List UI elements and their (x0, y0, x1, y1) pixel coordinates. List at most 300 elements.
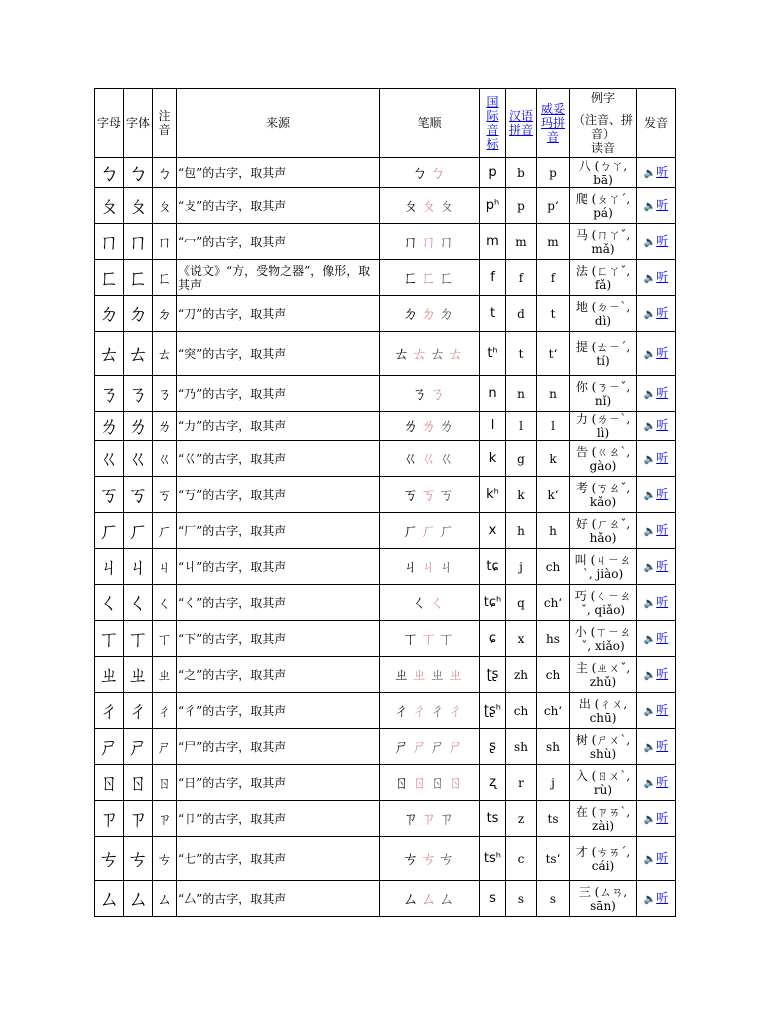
cell-font: ㄓ (124, 657, 153, 693)
cell-font: ㄊ (124, 332, 153, 376)
speaker-icon[interactable]: 🔈 (643, 813, 657, 825)
cell-letter: ㄉ (95, 296, 124, 332)
cell-stroke-order (380, 549, 480, 585)
cell-audio (637, 441, 676, 477)
cell-letter: ㄆ (95, 188, 124, 224)
zhuyin-table (94, 88, 676, 917)
stroke-step: ㄅ (429, 162, 448, 182)
cell-audio (637, 158, 676, 188)
stroke-step: ㄇ (438, 231, 457, 251)
cell-audio (637, 513, 676, 549)
stroke-step: ㄔ (429, 700, 448, 720)
cell-letter: ㄊ (95, 332, 124, 376)
cell-font: ㄉ (124, 296, 153, 332)
stroke-step: ㄐ (402, 556, 421, 576)
cell-font: ㄙ (124, 881, 153, 917)
play-audio-link[interactable]: 听 (656, 774, 669, 789)
stroke-step: ㄕ (393, 736, 412, 756)
speaker-icon[interactable]: 🔈 (643, 236, 657, 248)
cell-letter: ㄐ (95, 549, 124, 585)
cell-audio (637, 412, 676, 441)
stroke-step: ㄓ (393, 664, 412, 684)
cell-pinyin: x (506, 621, 537, 657)
stroke-step: ㄍ (420, 448, 439, 468)
play-audio-link[interactable]: 听 (656, 233, 669, 248)
stroke-step: ㄘ (402, 848, 421, 868)
cell-source: 《说文》“方，受物之器”，像形，取其声 (177, 260, 380, 296)
cell-letter: ㄕ (95, 729, 124, 765)
cell-wade-giles: ts (537, 801, 570, 837)
cell-source: “丩”的古字，取其声 (177, 549, 380, 585)
play-audio-link[interactable]: 听 (656, 702, 669, 717)
play-audio-link[interactable]: 听 (656, 850, 669, 865)
cell-letter: ㄌ (95, 412, 124, 441)
stroke-step: ㄏ (402, 520, 421, 540)
stroke-step: ㄏ (438, 520, 457, 540)
speaker-icon[interactable]: 🔈 (643, 597, 657, 609)
cell-zhuyin: ㄏ (153, 513, 177, 549)
stroke-step: ㄗ (402, 808, 421, 828)
cell-ipa: ts (480, 801, 506, 837)
cell-zhuyin: ㄑ (153, 585, 177, 621)
stroke-step: ㄓ (429, 664, 448, 684)
cell-letter: ㄏ (95, 513, 124, 549)
stroke-step: ㄗ (438, 808, 457, 828)
play-audio-link[interactable]: 听 (656, 810, 669, 825)
cell-font: ㄈ (124, 260, 153, 296)
header-example-line3: 读音 (590, 141, 615, 155)
cell-audio (637, 621, 676, 657)
stroke-step: ㄎ (402, 484, 421, 504)
header-pronunciation: 发音 (637, 89, 676, 158)
cell-zhuyin: ㄔ (153, 693, 177, 729)
stroke-step: ㄇ (402, 231, 421, 251)
cell-ipa: tsʰ (480, 837, 506, 881)
cell-source: “刀”的古字，取其声 (177, 296, 380, 332)
table-row (95, 296, 676, 332)
speaker-icon[interactable]: 🔈 (643, 348, 657, 360)
cell-pinyin: p (506, 188, 537, 224)
cell-ipa: tɕ (480, 549, 506, 585)
stroke-step: ㄋ (429, 383, 448, 403)
play-audio-link[interactable]: 听 (656, 269, 669, 284)
stroke-step: ㄙ (402, 888, 421, 908)
stroke-step: ㄙ (420, 888, 439, 908)
cell-font: ㄌ (124, 412, 153, 441)
cell-zhuyin: ㄅ (153, 158, 177, 188)
cell-stroke-order (380, 296, 480, 332)
ipa-link[interactable]: 国际音标 (486, 95, 499, 151)
cell-example: 才 (ㄘㄞˊ, cái) (570, 837, 637, 881)
play-audio-link[interactable]: 听 (656, 558, 669, 573)
cell-source: “冖”的古字，取其声 (177, 224, 380, 260)
speaker-icon[interactable]: 🔈 (643, 272, 657, 284)
cell-example: 入 (ㄖㄨˋ, rù) (570, 765, 637, 801)
cell-stroke-order (380, 657, 480, 693)
cell-pinyin: ch (506, 693, 537, 729)
cell-example: 在 (ㄗㄞˋ, zài) (570, 801, 637, 837)
cell-example: 提 (ㄊㄧˊ, tí) (570, 332, 637, 376)
cell-letter: ㄖ (95, 765, 124, 801)
speaker-icon[interactable]: 🔈 (643, 388, 657, 400)
table-row (95, 513, 676, 549)
cell-letter: ㄋ (95, 376, 124, 412)
play-audio-link[interactable]: 听 (656, 450, 669, 465)
stroke-step: ㄈ (402, 267, 421, 287)
cell-stroke-order (380, 693, 480, 729)
cell-stroke-order (380, 188, 480, 224)
cell-wade-giles: n (537, 376, 570, 412)
cell-example: 告 (ㄍㄠˋ, gào) (570, 441, 637, 477)
cell-letter: ㄈ (95, 260, 124, 296)
cell-wade-giles: p (537, 158, 570, 188)
cell-ipa: ɕ (480, 621, 506, 657)
stroke-step: ㄍ (402, 448, 421, 468)
cell-example: 考 (ㄎㄠˇ, kǎo) (570, 477, 637, 513)
cell-audio (637, 260, 676, 296)
cell-source: “之”的古字，取其声 (177, 657, 380, 693)
stroke-step: ㄊ (429, 343, 448, 363)
cell-wade-giles: m (537, 224, 570, 260)
stroke-step: ㄑ (411, 592, 430, 612)
table-row (95, 881, 676, 917)
header-row (95, 89, 676, 158)
cell-pinyin: d (506, 296, 537, 332)
cell-pinyin: t (506, 332, 537, 376)
cell-example: 力 (ㄌㄧˋ, lì) (570, 412, 637, 441)
cell-source: “彳”的古字，取其声 (177, 693, 380, 729)
cell-stroke-order (380, 801, 480, 837)
speaker-icon[interactable]: 🔈 (643, 421, 657, 432)
cell-source: “力”的古字，取其声 (177, 412, 380, 441)
play-audio-link[interactable]: 听 (656, 522, 669, 537)
cell-audio (637, 332, 676, 376)
cell-pinyin: q (506, 585, 537, 621)
cell-audio (637, 188, 676, 224)
stroke-step: ㄇ (420, 231, 439, 251)
speaker-icon[interactable]: 🔈 (643, 777, 657, 789)
speaker-icon[interactable]: 🔈 (643, 705, 657, 717)
play-audio-link[interactable]: 听 (656, 418, 669, 432)
cell-audio (637, 549, 676, 585)
stroke-step: ㄓ (447, 664, 466, 684)
table-row (95, 376, 676, 412)
cell-wade-giles: l (537, 412, 570, 441)
cell-example: 八 (ㄅㄚ, bā) (570, 158, 637, 188)
cell-font: ㄇ (124, 224, 153, 260)
speaker-icon[interactable]: 🔈 (643, 167, 657, 179)
cell-font: ㄔ (124, 693, 153, 729)
table-row (95, 260, 676, 296)
stroke-step: ㄖ (447, 772, 466, 792)
cell-example: 三 (ㄙㄢ, sān) (570, 881, 637, 917)
cell-pinyin: h (506, 513, 537, 549)
cell-ipa: l (480, 412, 506, 441)
cell-source: “七”的古字，取其声 (177, 837, 380, 881)
cell-example: 爬 (ㄆㄚˊ, pá) (570, 188, 637, 224)
cell-stroke-order (380, 412, 480, 441)
cell-wade-giles: k‘ (537, 477, 570, 513)
cell-ipa: x (480, 513, 506, 549)
cell-font: ㄋ (124, 376, 153, 412)
cell-stroke-order (380, 729, 480, 765)
cell-ipa: f (480, 260, 506, 296)
cell-wade-giles: h (537, 513, 570, 549)
cell-ipa: tʰ (480, 332, 506, 376)
cell-pinyin: z (506, 801, 537, 837)
cell-ipa: ʂ (480, 729, 506, 765)
cell-font: ㄗ (124, 801, 153, 837)
cell-font: ㄎ (124, 477, 153, 513)
speaker-icon[interactable]: 🔈 (643, 453, 657, 465)
table-row (95, 441, 676, 477)
stroke-step: ㄎ (420, 484, 439, 504)
table-row (95, 188, 676, 224)
cell-ipa: t (480, 296, 506, 332)
play-audio-link[interactable]: 听 (656, 630, 669, 645)
speaker-icon[interactable]: 🔈 (643, 669, 657, 681)
cell-zhuyin: ㄗ (153, 801, 177, 837)
stroke-step: ㄕ (447, 736, 466, 756)
stroke-step: ㄋ (411, 383, 430, 403)
cell-audio (637, 801, 676, 837)
play-audio-link[interactable]: 听 (656, 594, 669, 609)
cell-example: 主 (ㄓㄨˇ, zhǔ) (570, 657, 637, 693)
stroke-step: ㄐ (438, 556, 457, 576)
speaker-icon[interactable]: 🔈 (643, 525, 657, 537)
cell-wade-giles: hs (537, 621, 570, 657)
cell-zhuyin: ㄆ (153, 188, 177, 224)
cell-ipa: ʐ (480, 765, 506, 801)
cell-font: ㄍ (124, 441, 153, 477)
cell-letter: ㄘ (95, 837, 124, 881)
stroke-step: ㄊ (447, 343, 466, 363)
table-row (95, 693, 676, 729)
table-row (95, 585, 676, 621)
cell-font: ㄕ (124, 729, 153, 765)
table-row (95, 837, 676, 881)
stroke-step: ㄌ (420, 416, 439, 435)
cell-audio (637, 585, 676, 621)
cell-stroke-order (380, 260, 480, 296)
stroke-step: ㄕ (411, 736, 430, 756)
cell-audio (637, 693, 676, 729)
stroke-step: ㄔ (411, 700, 430, 720)
stroke-step: ㄗ (420, 808, 439, 828)
cell-source: “巜”的古字，取其声 (177, 441, 380, 477)
table-row (95, 657, 676, 693)
speaker-icon[interactable]: 🔈 (643, 308, 657, 320)
header-wade-giles (537, 89, 570, 158)
cell-zhuyin: ㄌ (153, 412, 177, 441)
cell-ipa: m (480, 224, 506, 260)
table-row (95, 549, 676, 585)
cell-audio (637, 881, 676, 917)
wade-giles-link[interactable]: 威妥玛拼音 (540, 102, 565, 144)
table-row (95, 332, 676, 376)
stroke-step: ㄘ (420, 848, 439, 868)
play-audio-link[interactable]: 听 (656, 486, 669, 501)
table-row (95, 621, 676, 657)
cell-example: 小 (ㄒㄧㄠˇ, xiǎo) (570, 621, 637, 657)
stroke-step: ㄈ (420, 267, 439, 287)
stroke-step: ㄑ (429, 592, 448, 612)
cell-pinyin: n (506, 376, 537, 412)
cell-letter: ㄙ (95, 881, 124, 917)
pinyin-link[interactable]: 汉语拼音 (508, 109, 533, 137)
cell-wade-giles: t (537, 296, 570, 332)
cell-source: “攴”的古字，取其声 (177, 188, 380, 224)
cell-source: “乃”的古字，取其声 (177, 376, 380, 412)
header-stroke-order: 笔顺 (380, 89, 480, 158)
cell-example: 好 (ㄏㄠˇ, hǎo) (570, 513, 637, 549)
speaker-icon[interactable]: 🔈 (643, 633, 657, 645)
cell-stroke-order (380, 513, 480, 549)
cell-wade-giles: k (537, 441, 570, 477)
header-example-line2: （注音、拼音） (572, 113, 633, 141)
play-audio-link[interactable]: 听 (656, 345, 669, 360)
header-example-line1: 例字 (590, 91, 615, 105)
cell-stroke-order (380, 224, 480, 260)
cell-letter: ㄎ (95, 477, 124, 513)
cell-wade-giles: ch (537, 549, 570, 585)
stroke-step: ㄖ (411, 772, 430, 792)
cell-font: ㄒ (124, 621, 153, 657)
header-font: 字体 (124, 89, 153, 158)
cell-ipa: k (480, 441, 506, 477)
stroke-step: ㄒ (438, 628, 457, 648)
cell-stroke-order (380, 477, 480, 513)
cell-source: “尸”的古字，取其声 (177, 729, 380, 765)
speaker-icon[interactable]: 🔈 (643, 561, 657, 573)
play-audio-link[interactable]: 听 (656, 385, 669, 400)
cell-audio (637, 224, 676, 260)
cell-ipa: p (480, 158, 506, 188)
cell-zhuyin: ㄇ (153, 224, 177, 260)
table-row (95, 801, 676, 837)
stroke-step: ㄒ (420, 628, 439, 648)
cell-ipa: n (480, 376, 506, 412)
cell-stroke-order (380, 621, 480, 657)
cell-letter: ㄅ (95, 158, 124, 188)
header-pinyin (506, 89, 537, 158)
cell-ipa: tɕʰ (480, 585, 506, 621)
cell-stroke-order (380, 332, 480, 376)
cell-pinyin: zh (506, 657, 537, 693)
stroke-step: ㄕ (429, 736, 448, 756)
cell-pinyin: k (506, 477, 537, 513)
cell-audio (637, 376, 676, 412)
stroke-step: ㄆ (420, 195, 439, 215)
cell-audio (637, 837, 676, 881)
play-audio-link[interactable]: 听 (656, 305, 669, 320)
cell-pinyin: r (506, 765, 537, 801)
cell-wade-giles: t‘ (537, 332, 570, 376)
play-audio-link[interactable]: 听 (656, 738, 669, 753)
cell-source: “卩”的古字，取其声 (177, 801, 380, 837)
speaker-icon[interactable]: 🔈 (643, 489, 657, 501)
cell-zhuyin: ㄊ (153, 332, 177, 376)
cell-pinyin: c (506, 837, 537, 881)
table-row (95, 412, 676, 441)
cell-stroke-order (380, 585, 480, 621)
cell-zhuyin: ㄘ (153, 837, 177, 881)
cell-font: ㄘ (124, 837, 153, 881)
cell-audio (637, 729, 676, 765)
cell-example: 叫 (ㄐㄧㄠˋ, jiào) (570, 549, 637, 585)
cell-pinyin: l (506, 412, 537, 441)
stroke-step: ㄉ (438, 303, 457, 323)
cell-source: “突”的古字，取其声 (177, 332, 380, 376)
cell-pinyin: f (506, 260, 537, 296)
cell-ipa: kʰ (480, 477, 506, 513)
stroke-step: ㄊ (393, 343, 412, 363)
stroke-step: ㄉ (402, 303, 421, 323)
play-audio-link[interactable]: 听 (656, 197, 669, 212)
table-body (95, 158, 676, 917)
stroke-step: ㄘ (438, 848, 457, 868)
cell-ipa: s (480, 881, 506, 917)
cell-stroke-order (380, 158, 480, 188)
cell-zhuyin: ㄕ (153, 729, 177, 765)
cell-stroke-order (380, 765, 480, 801)
cell-pinyin: b (506, 158, 537, 188)
stroke-step: ㄅ (411, 162, 430, 182)
cell-source: “丂”的古字，取其声 (177, 477, 380, 513)
cell-zhuyin: ㄍ (153, 441, 177, 477)
stroke-step: ㄐ (420, 556, 439, 576)
stroke-step: ㄊ (411, 343, 430, 363)
stroke-step: ㄒ (402, 628, 421, 648)
cell-wade-giles: j (537, 765, 570, 801)
stroke-step: ㄌ (438, 416, 457, 435)
cell-wade-giles: s (537, 881, 570, 917)
cell-letter: ㄑ (95, 585, 124, 621)
speaker-icon[interactable]: 🔈 (643, 893, 657, 905)
play-audio-link[interactable]: 听 (656, 666, 669, 681)
play-audio-link[interactable]: 听 (656, 164, 669, 179)
cell-audio (637, 477, 676, 513)
speaker-icon[interactable]: 🔈 (643, 853, 657, 865)
speaker-icon[interactable]: 🔈 (643, 200, 657, 212)
cell-letter: ㄇ (95, 224, 124, 260)
cell-font: ㄑ (124, 585, 153, 621)
cell-audio (637, 657, 676, 693)
cell-wade-giles: sh (537, 729, 570, 765)
cell-audio (637, 765, 676, 801)
cell-wade-giles: f (537, 260, 570, 296)
cell-pinyin: g (506, 441, 537, 477)
cell-zhuyin: ㄖ (153, 765, 177, 801)
cell-example: 出 (ㄔㄨ, chū) (570, 693, 637, 729)
cell-ipa: pʰ (480, 188, 506, 224)
speaker-icon[interactable]: 🔈 (643, 741, 657, 753)
stroke-step: ㄏ (420, 520, 439, 540)
cell-example: 马 (ㄇㄚˇ, mǎ) (570, 224, 637, 260)
cell-stroke-order (380, 441, 480, 477)
stroke-step: ㄉ (420, 303, 439, 323)
play-audio-link[interactable]: 听 (656, 890, 669, 905)
cell-letter: ㄍ (95, 441, 124, 477)
cell-source: “厶”的古字，取其声 (177, 881, 380, 917)
cell-pinyin: j (506, 549, 537, 585)
stroke-step: ㄎ (438, 484, 457, 504)
stroke-step: ㄆ (402, 195, 421, 215)
header-zhuyin: 注音 (153, 89, 177, 158)
cell-font: ㄆ (124, 188, 153, 224)
cell-font: ㄖ (124, 765, 153, 801)
stroke-step: ㄔ (447, 700, 466, 720)
